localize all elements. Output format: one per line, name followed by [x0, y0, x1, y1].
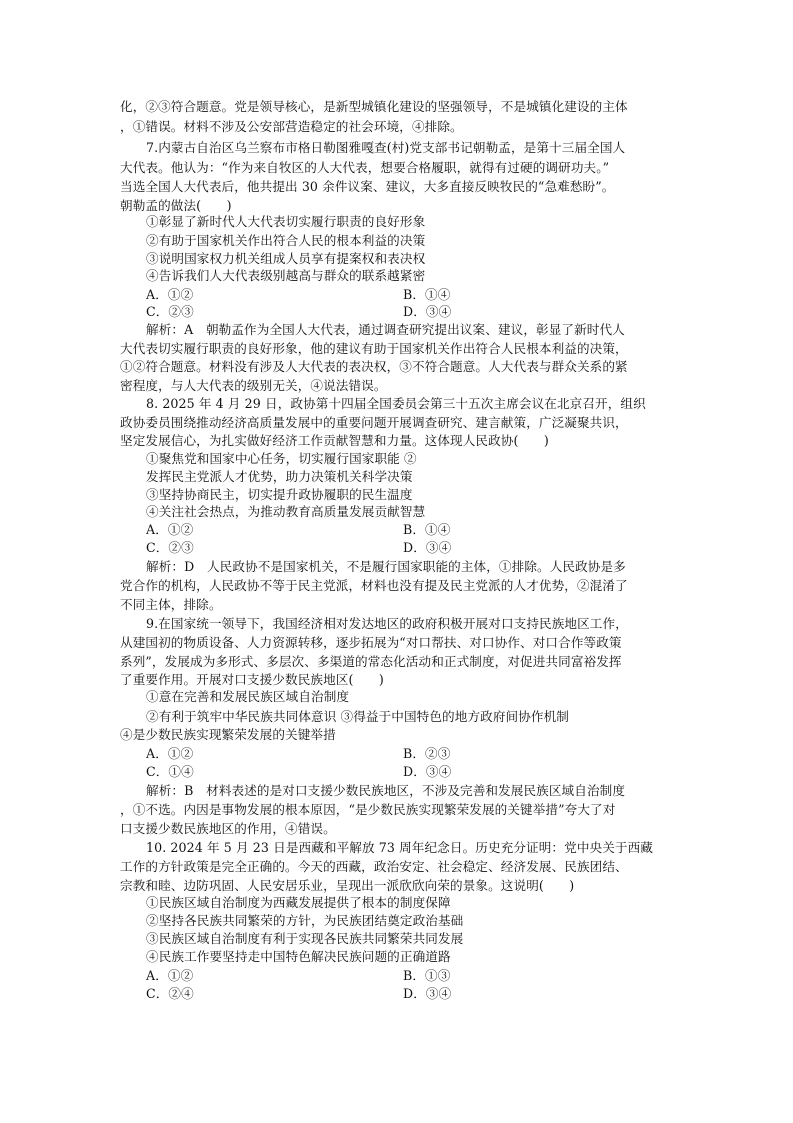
q7-analysis-line: 大代表切实履行职责的良好形象，他的建议有助于国家机关作出符合人民根本利益的决策，: [120, 341, 628, 356]
q9-stem-line: 系列”，发展成为多形式、多层次、多渠道的常态化活动和正式制度，对促进共同富裕发挥: [120, 654, 622, 669]
q9-analysis-line: ，①不选。内因是事物发展的根本原因，“是少数民族实现繁荣发展的关键举措”夸大了对: [120, 802, 616, 817]
q9-item: ②有利于筑牢中华民族共同体意识 ③得益于中国特色的地方政府间协作机制: [146, 709, 569, 724]
q9-option-c: C．①④: [146, 764, 194, 779]
q7-stem-line: 当选全国人大代表后，他共提出 30 余件议案、建议，大多直接反映牧民的“急难愁盼”。: [120, 179, 615, 194]
q7-stem-line: 朝勒孟的做法( ): [120, 198, 232, 213]
q7-item: ①彰显了新时代人大代表切实履行职责的良好形象: [146, 214, 426, 229]
q7-option-c: C．②③: [146, 304, 194, 319]
q8-stem-line: 8. 2025 年 4 月 29 日，政协第十四届全国委员会第三十五次主席会议在北京召开，组织: [146, 396, 646, 411]
q10-item: ④民族工作要坚持走中国特色解决民族问题的正确道路: [146, 949, 451, 964]
q8-option-a: A．①②: [146, 522, 194, 537]
q8-item: ③坚持协商民主，切实提升政协履职的民生温度: [146, 487, 413, 502]
q10-stem-line: 工作的方针政策是完全正确的。今天的西藏，政治安定、社会稳定、经济发展、民族团结、: [120, 859, 628, 874]
q10-stem-line: 宗教和睦、边防巩固、人民安居乐业，呈现出一派欣欣向荣的景象。这说明( ): [120, 878, 575, 893]
q6-analysis-line: 化，②③符合题意。党是领导核心，是新型城镇化建设的坚强领导，不是城镇化建设的主体: [120, 99, 628, 114]
q8-item: ④关注社会热点，为推动教育高质量发展贡献智慧: [146, 504, 426, 519]
q7-stem-line: 7.内蒙古自治区乌兰察布市格日勒图雅嘎查(村)党支部书记朝勒孟，是第十三届全国人: [146, 140, 626, 155]
q8-analysis-line: 解析：D 人民政协不是国家机关，不是履行国家职能的主体，①排除。人民政协是多: [146, 559, 626, 574]
q7-analysis-line: ①②符合题意。材料没有涉及人大代表的表决权，③不符合题意。人大代表与群众关系的紧: [120, 359, 628, 374]
q10-stem-line: 10. 2024 年 5 月 23 日是西藏和平解放 73 周年纪念日。历史充分证明：党中央关于西藏: [146, 840, 653, 855]
q7-option-b: B．①④: [403, 287, 451, 302]
q9-stem-line: 从建国初的物质设备、人力资源转移，逐步拓展为“对口帮扶、对口协作、对口合作等政策: [120, 635, 622, 650]
q9-analysis-line: 口支援少数民族地区的作用，④错误。: [120, 821, 336, 836]
q10-item: ③民族区域自治制度有利于实现各民族共同繁荣共同发展: [146, 931, 464, 946]
q7-analysis-line: 解析：A 朝勒孟作为全国人大代表，通过调查研究提出议案、建议，彰显了新时代人: [146, 322, 625, 337]
q10-item: ②坚持各民族共同繁荣的方针，为民族团结奠定政治基础: [146, 913, 464, 928]
q7-analysis-line: 密程度，与人大代表的级别无关，④说法错误。: [120, 378, 387, 393]
q6-analysis-line: ，①错误。材料不涉及公安部营造稳定的社会环境，④排除。: [120, 119, 463, 134]
q7-option-a: A．①②: [146, 287, 194, 302]
q8-stem-line: 政协委员围绕推动经济高质量发展中的重要问题开展调查研究、建言献策，广泛凝聚共识，: [120, 415, 628, 430]
q9-stem-line: 了重要作用。开展对口支援少数民族地区( ): [120, 672, 384, 687]
q7-item: ③说明国家权力机关组成人员享有提案权和表决权: [146, 251, 426, 266]
q9-option-a: A．①②: [146, 746, 194, 761]
q9-analysis-line: 解析：B 材料表述的是对口支援少数民族地区，不涉及完善和发展民族区域自治制度: [146, 783, 626, 798]
q10-option-d: D．③④: [403, 986, 452, 1001]
q8-option-b: B．①④: [403, 522, 451, 537]
q7-item: ②有助于国家机关作出符合人民的根本利益的决策: [146, 233, 426, 248]
q8-option-c: C．②③: [146, 540, 194, 555]
q10-item: ①民族区域自治制度为西藏发展提供了根本的制度保障: [146, 895, 451, 910]
q7-option-d: D．③④: [403, 304, 452, 319]
q8-analysis-line: 党合作的机构，人民政协不等于民主党派，材料也没有提及民主党派的人才优势，②混淆了: [120, 578, 628, 593]
q10-option-c: C．②④: [146, 986, 194, 1001]
q10-option-b: B．①③: [403, 968, 451, 983]
q8-option-d: D．③④: [403, 540, 452, 555]
q9-option-d: D．③④: [403, 764, 452, 779]
q7-stem-line: 大代表。他认为：“作为来自牧区的人大代表，想要合格履职，就得有过硬的调研功夫。”: [120, 160, 610, 175]
q8-item: ①聚焦党和国家中心任务，切实履行国家职能 ②: [146, 451, 417, 466]
q9-stem-line: 9.在国家统一领导下，我国经济相对发达地区的政府积极开展对口支持民族地区工作，: [146, 616, 628, 631]
q9-item: ①意在完善和发展民族区域自治制度: [146, 689, 350, 704]
q8-item: 发挥民主党派人才优势，助力决策机关科学决策: [146, 469, 413, 484]
q10-option-a: A．①②: [146, 968, 194, 983]
q9-item: ④是少数民族实现繁荣发展的关键举措: [120, 727, 336, 742]
q8-stem-line: 坚定发展信心，为扎实做好经济工作贡献智慧和力量。这体现人民政协( ): [120, 433, 549, 448]
q7-item: ④告诉我们人大代表级别越高与群众的联系越紧密: [146, 268, 426, 283]
q9-option-b: B．②③: [403, 746, 451, 761]
q8-analysis-line: 不同主体，排除。: [120, 597, 222, 612]
